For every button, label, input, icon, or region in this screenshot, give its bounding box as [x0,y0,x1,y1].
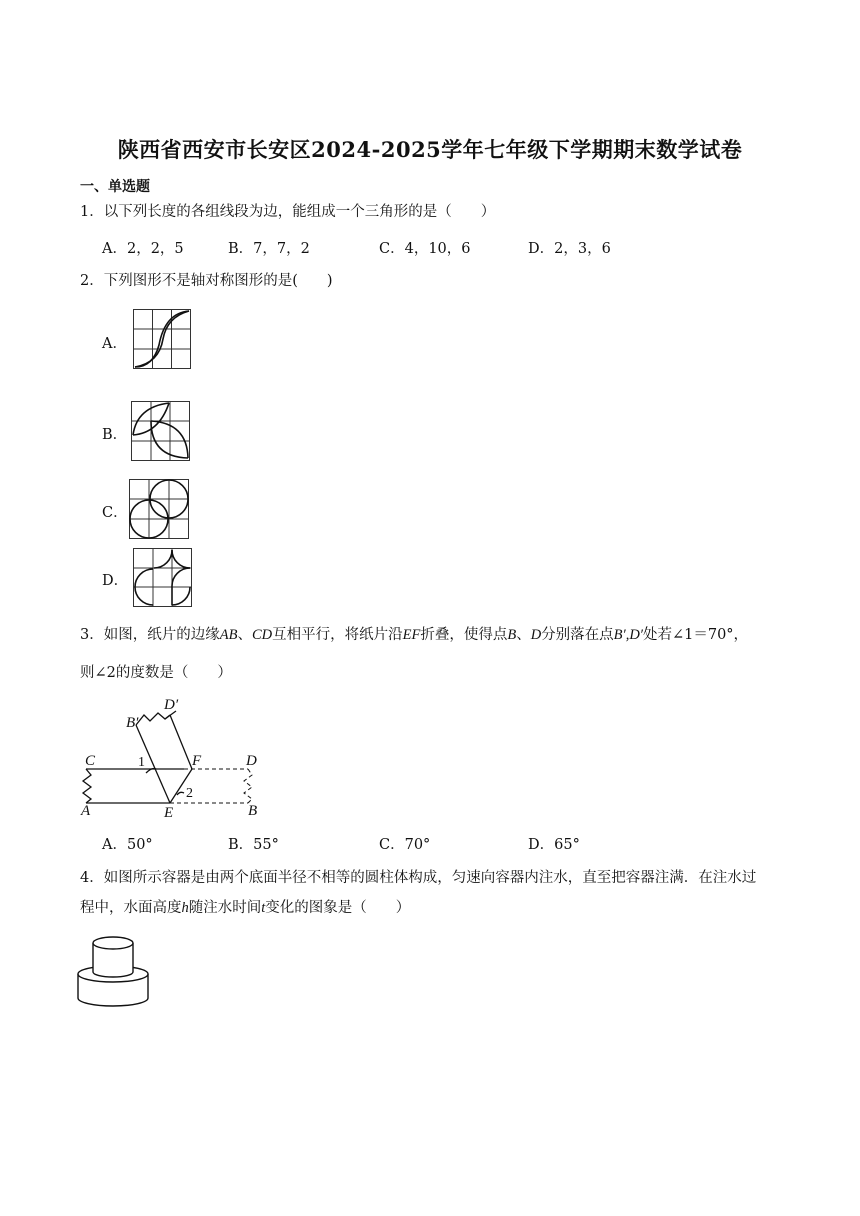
question-4-line1: 4．如图所示容器是由两个底面半径不相等的圆柱体构成，匀速向容器内注水，直至把容器注满．在注水过 [80,870,757,886]
q3-option-d: D．65° [528,837,580,853]
label-b: B [248,803,258,819]
q1-option-b: B．7，7，2 [228,241,310,257]
q3-option-b: B．55° [228,837,279,853]
angle-1-label: 1 [138,755,145,770]
q2-figure-d [133,548,192,607]
q1-option-c: C．4，10，6 [379,241,471,257]
q1-option-a: A．2，2，5 [102,241,184,257]
question-3-line2: 则∠2的度数是（ ） [80,665,232,681]
q2-option-b-label: B． [102,427,128,443]
q3-folding-figure [76,695,266,820]
question-1-stem: 1．以下列长度的各组线段为边，能组成一个三角形的是（ ） [80,204,496,220]
q2-option-d-label: D． [102,573,129,589]
section-heading: 一、单选题 [80,179,150,195]
q2-option-c-label: C． [102,505,128,521]
angle-2-label: 2 [186,786,193,801]
q3-option-a: A．50° [102,837,153,853]
q2-figure-c [129,479,189,539]
q4-container-figure [76,932,150,1008]
q1-option-d: D．2，3，6 [528,241,611,257]
q2-figure-a [133,309,191,369]
q2-option-a-label: A． [102,336,127,352]
label-d-prime: D′ [164,697,179,713]
label-c: C [85,753,96,769]
question-2-stem: 2．下列图形不是轴对称图形的是( ) [80,273,333,289]
label-e: E [164,805,174,821]
label-a: A [81,803,91,819]
q3-option-c: C．70° [379,837,431,853]
page-title: 陕西省西安市长安区2024-2025学年七年级下学期期末数学试卷 [117,137,743,162]
label-f: F [192,753,202,769]
q2-figure-b [131,401,190,461]
question-3-stem: 3．如图，纸片的边缘AB、CD互相平行，将纸片沿EF折叠，使得点B、D分别落在点B′,D′处若∠1＝70°， [80,627,749,643]
question-4-line2: 程中，水面高度h随注水时间t变化的图象是（ ） [80,900,411,916]
label-b-prime: B′ [126,715,139,731]
label-d: D [246,753,257,769]
